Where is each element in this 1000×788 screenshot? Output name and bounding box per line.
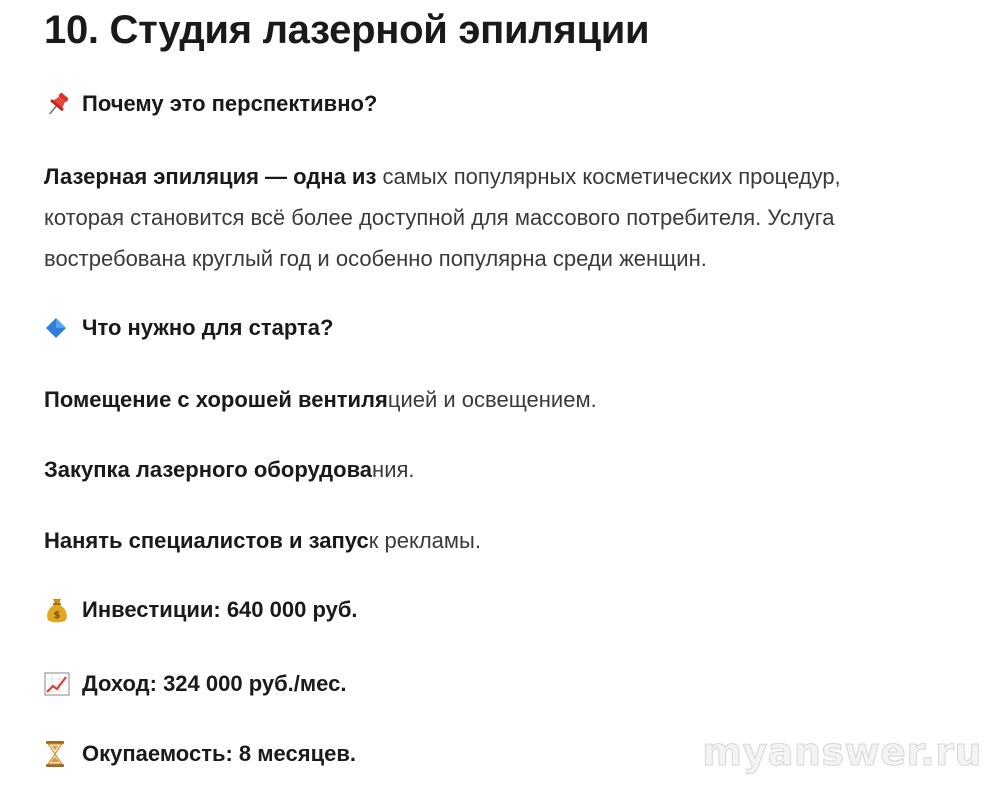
intro-line-1: самых популярных косметических процедур, [376,164,841,189]
investment-stat [44,596,358,624]
payback-text: Окупаемость: 8 месяцев. [82,741,356,766]
hourglass-icon [44,740,74,768]
why-heading-label: Почему это перспективно? [82,91,378,116]
svg-text:$: $ [53,610,61,621]
requirement-rest: ния. [372,457,415,482]
payback-stat [44,740,356,768]
requirement-item [44,386,597,414]
article-title: 10. Студия лазерной эпиляции [44,8,650,52]
start-heading [44,314,333,342]
requirement-item [44,456,415,484]
income-stat [44,670,346,698]
investment-text: Инвестиции: 640 000 руб. [82,597,358,622]
requirement-bold: Помещение с хорошей вентиля [44,387,388,412]
chart-increasing-icon [44,670,74,698]
requirement-bold: Закупка лазерного оборудова [44,457,373,482]
requirement-rest: к рекламы. [368,528,481,553]
income-text: Доход: 324 000 руб./мес. [82,671,347,696]
why-heading [44,90,377,118]
start-heading-label: Что нужно для старта? [82,315,334,340]
requirement-rest: цией и освещением. [387,387,597,412]
requirement-bold: Нанять специалистов и запус [44,528,369,553]
requirement-item [44,527,481,555]
site-watermark: myanswer.ru [702,730,982,774]
pushpin-icon [44,90,74,118]
intro-paragraph [44,156,964,279]
intro-line-3: востребована круглый год и особенно популярна среди женщин. [44,246,707,271]
intro-bold-lead: Лазерная эпиляция — одна из [44,164,377,189]
intro-line-2: которая становится всё более доступной для массового потребителя. Услуга [44,205,835,230]
money-bag-icon [44,596,74,624]
blue-diamond-icon [44,314,74,342]
